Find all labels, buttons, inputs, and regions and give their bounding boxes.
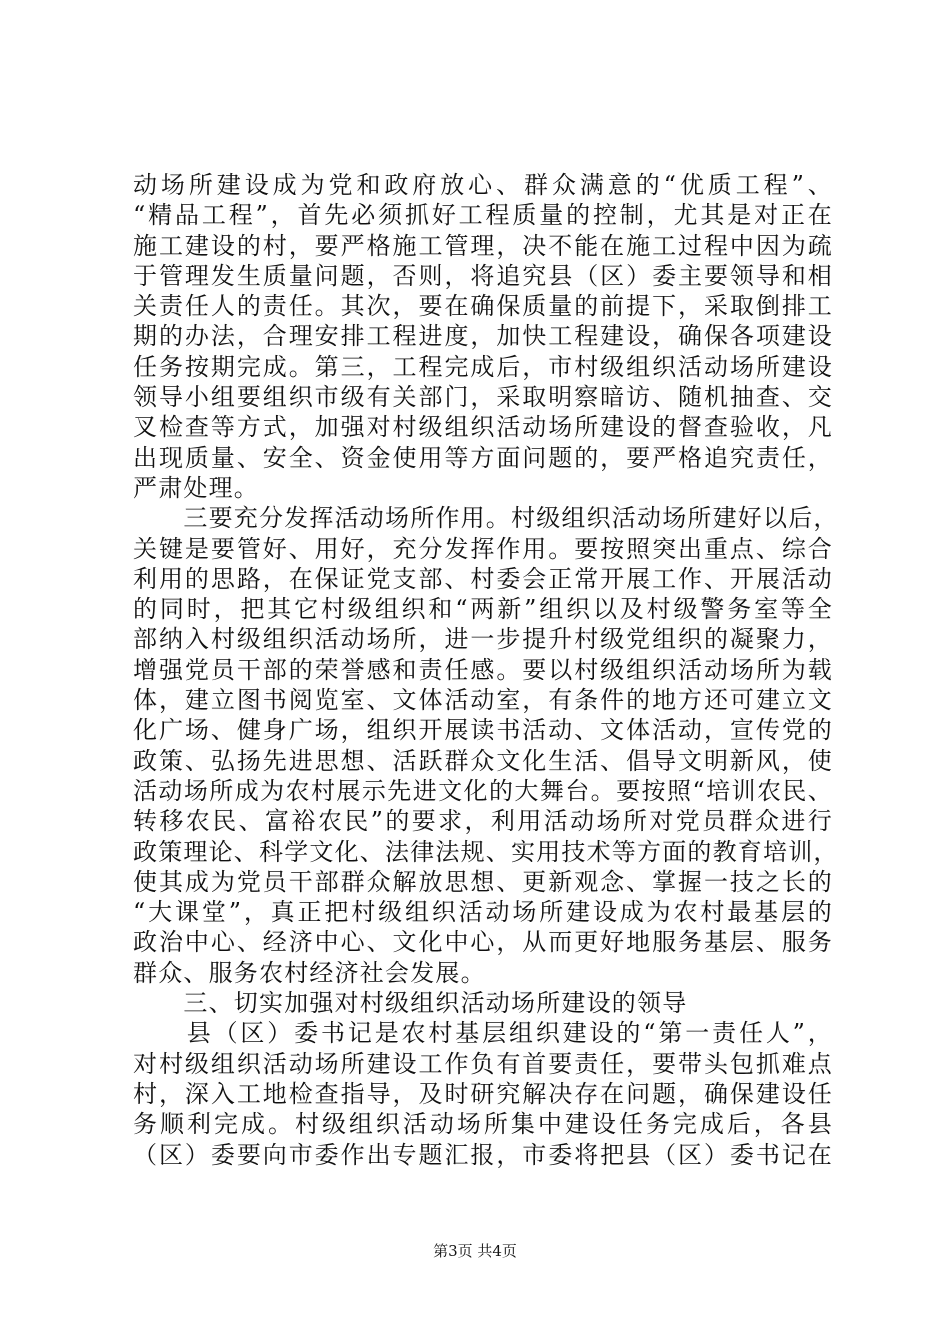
text-line: 三要充分发挥活动场所作用。村级组织活动场所建好以后， (133, 504, 839, 533)
text-line: 体，建立图书阅览室、文体活动室，有条件的地方还可建立文 (133, 686, 833, 715)
text-line: （区）委要向市委作出专题汇报，市委将把县（区）委书记在 (133, 1140, 833, 1169)
text-line: 期的办法，合理安排工程进度，加快工程建设，确保各项建设 (133, 322, 833, 351)
text-line: 动场所建设成为党和政府放心、群众满意的“优质工程”、 (133, 171, 833, 199)
body-text (133, 170, 839, 1170)
text-line: 增强党员干部的荣誉感和责任感。要以村级组织活动场所为载 (133, 655, 833, 684)
text-line: 利用的思路，在保证党支部、村委会正常开展工作、开展活动 (133, 564, 833, 593)
text-line: “精品工程”，首先必须抓好工程质量的控制，尤其是对正在 (133, 201, 833, 230)
text-line: 活动场所成为农村展示先进文化的大舞台。要按照“培训农民、 (133, 776, 833, 805)
text-line: 对村级组织活动场所建设工作负有首要责任，要带头包抓难点 (133, 1049, 833, 1078)
text-line: 政策、弘扬先进思想、活跃群众文化生活、倡导文明新风，使 (133, 746, 833, 775)
text-line: 关责任人的责任。其次，要在确保质量的前提下，采取倒排工 (133, 292, 833, 321)
text-line: 叉检查等方式，加强对村级组织活动场所建设的督查验收，凡 (133, 413, 833, 442)
text-line: 于管理发生质量问题，否则，将追究县（区）委主要领导和相 (133, 261, 833, 290)
text-line: 群众、服务农村经济社会发展。 (133, 958, 486, 987)
page-number-footer: 第3页 共4页 (433, 1242, 517, 1260)
text-line: 使其成为党员干部群众解放思想、更新观念、掌握一技之长的 (133, 867, 833, 896)
text-line: 县（区）委书记是农村基层组织建设的“第一责任人”， (133, 1019, 833, 1048)
text-line: 任务按期完成。第三，工程完成后，市村级组织活动场所建设 (133, 352, 833, 381)
section-heading: 三、切实加强对村级组织活动场所建设的领导 (133, 989, 688, 1018)
text-line: 转移农民、富裕农民”的要求，利用活动场所对党员群众进行 (133, 807, 833, 836)
text-line: 施工建设的村，要严格施工管理，决不能在施工过程中因为疏 (133, 231, 833, 260)
text-line: 村，深入工地检查指导，及时研究解决存在问题，确保建设任 (133, 1079, 833, 1108)
text-line: 务顺利完成。村级组织活动场所集中建设任务完成后，各县 (133, 1110, 833, 1139)
text-line: 的同时，把其它村级组织和“两新”组织以及村级警务室等全 (133, 595, 833, 624)
text-line: “大课堂”，真正把村级组织活动场所建设成为农村最基层的 (133, 898, 833, 927)
text-line: 领导小组要组织市级有关部门，采取明察暗访、随机抽查、交 (133, 383, 833, 412)
text-line: 政策理论、科学文化、法律法规、实用技术等方面的教育培训， (133, 837, 839, 866)
text-line: 关键是要管好、用好，充分发挥作用。要按照突出重点、综合 (133, 534, 833, 563)
text-line: 部纳入村级组织活动场所，进一步提升村级党组织的凝聚力， (133, 625, 833, 654)
text-line: 政治中心、经济中心、文化中心，从而更好地服务基层、服务 (133, 928, 833, 957)
text-line: 化广场、健身广场，组织开展读书活动、文体活动，宣传党的 (133, 716, 833, 745)
text-line: 出现质量、安全、资金使用等方面问题的，要严格追究责任， (133, 443, 833, 472)
text-line: 严肃处理。 (133, 473, 259, 502)
